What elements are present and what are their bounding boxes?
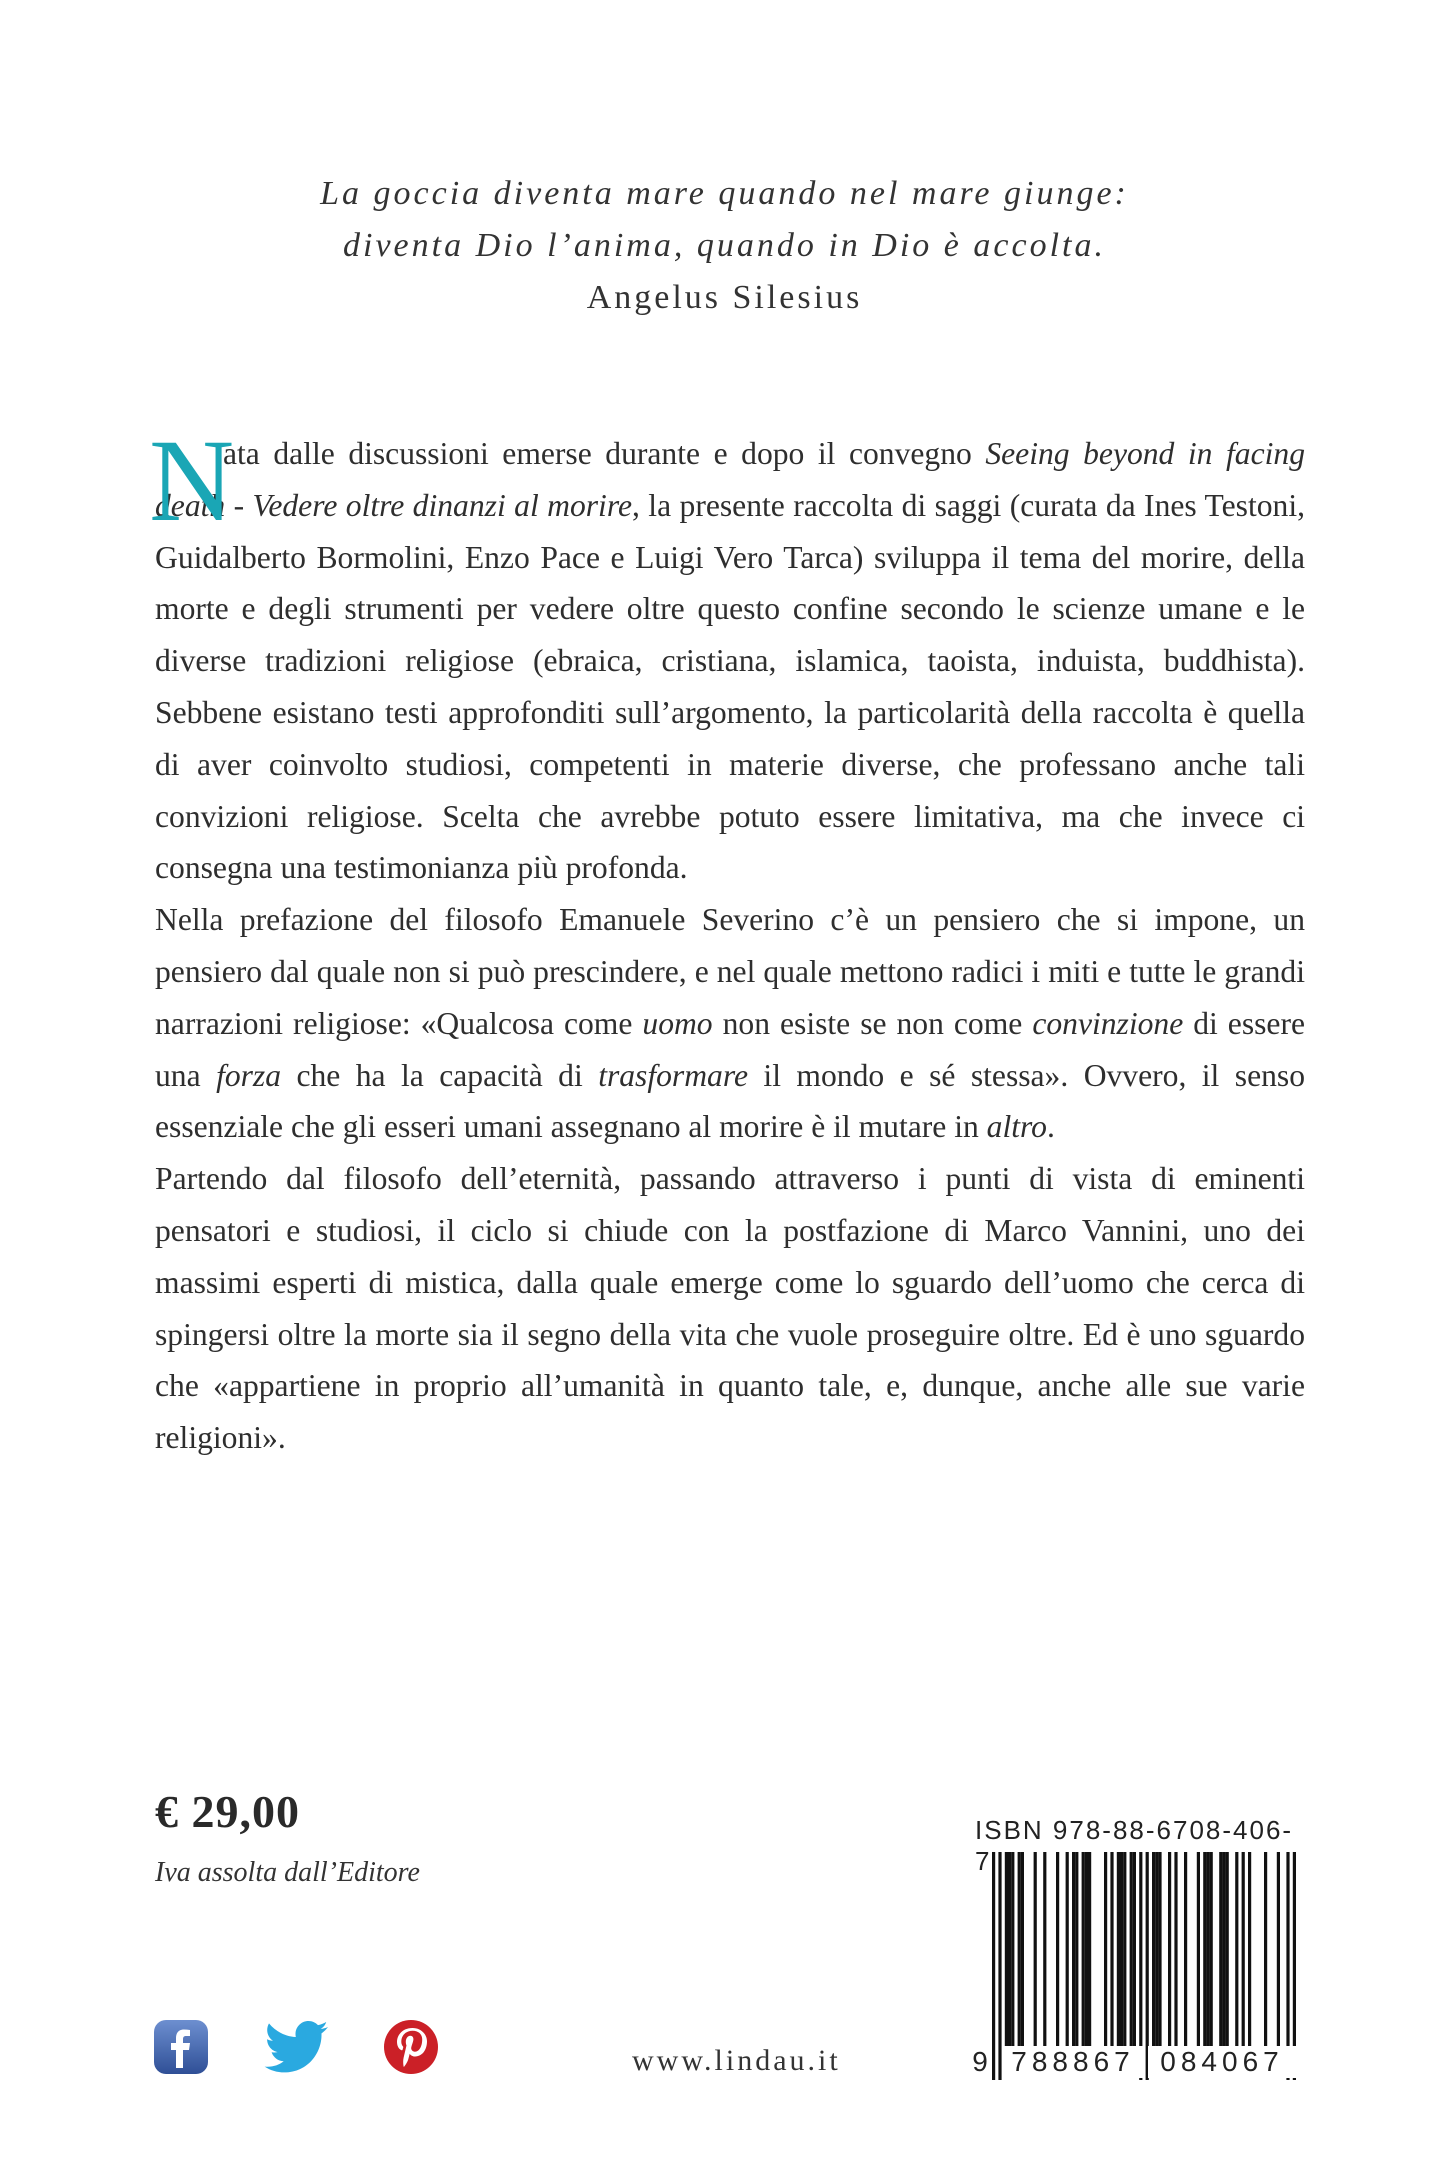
text-run: .: [1046, 1109, 1055, 1145]
barcode-bar: [1226, 1852, 1229, 2048]
italic-title: Seeing beyond in facing death - Vedere oltre dinanzi al morire: [155, 436, 1305, 523]
barcode-bar: [1219, 1852, 1222, 2048]
text-run: Nella prefazione del filosofo Emanuele Severino c’è un pensiero che si impone, un pensiero dal quale non si può prescindere, e nel quale mettono radici i miti e tutte le grandi narrazioni religiose: «Qualcosa come: [155, 902, 1305, 1041]
website-url[interactable]: www.lindau.it: [632, 2044, 841, 2077]
barcode-bar: [1117, 1852, 1120, 2048]
barcode-bar: [1072, 1852, 1075, 2048]
text-run: di essere una: [155, 1005, 1305, 1093]
epigraph: [0, 168, 1449, 324]
barcode-bar: [1222, 1852, 1225, 2048]
barcode-bar: [1277, 1852, 1280, 2048]
barcode-bar: [1066, 1852, 1069, 2048]
italic-word: convinzione: [1032, 1005, 1184, 1041]
barcode-bar: [1110, 1852, 1113, 2048]
barcode-bar: [1123, 1852, 1126, 2048]
blurb-text: [149, 415, 1306, 1464]
barcode-bar: [1184, 1852, 1187, 2048]
italic-word: uomo: [642, 1005, 713, 1041]
barcode-bar: [1005, 1852, 1008, 2048]
epigraph-line: diventa Dio l’anima, quando in Dio è accolta.: [343, 227, 1106, 264]
text-run: che ha la capacità di: [281, 1057, 599, 1093]
pinterest-icon[interactable]: [382, 2018, 440, 2076]
barcode-bar: [1206, 1852, 1209, 2048]
barcode-bar: [1130, 1852, 1133, 2048]
barcode-bar: [1056, 1852, 1059, 2048]
barcode-bar: [1085, 1852, 1088, 2048]
barcode-bar: [1018, 1852, 1021, 2048]
barcode-bar: [1075, 1852, 1078, 2048]
barcode-lead-digit: 9: [972, 2046, 988, 2077]
barcode-bar: [1158, 1852, 1161, 2048]
barcode-bar: [1152, 1852, 1155, 2048]
barcode-bar: [1155, 1852, 1158, 2048]
epigraph-author: Angelus Silesius: [586, 279, 863, 316]
price: € 29,00: [155, 1786, 300, 1837]
barcode-right-digits: 084067: [1148, 2046, 1296, 2078]
barcode-bar: [1011, 1852, 1014, 2048]
barcode-bar: [1197, 1852, 1200, 2048]
barcode-bar: [1248, 1852, 1251, 2048]
barcode-bar: [1034, 1852, 1037, 2048]
barcode-bar: [1133, 1852, 1136, 2048]
barcode-bar: [1104, 1852, 1107, 2048]
barcode-bar: [1210, 1852, 1213, 2048]
barcode-bar: [1174, 1852, 1177, 2048]
facebook-icon[interactable]: [152, 2018, 210, 2076]
italic-word: forza: [216, 1057, 282, 1093]
blurb-paragraph: [155, 894, 1305, 1153]
isbn-label: ISBN 978-88-6708-406-7: [975, 1815, 1294, 1876]
vat-note: Iva assolta dall’Editore: [155, 1857, 420, 1888]
text-run: ata dalle discussioni emerse durante e dopo il convegno: [223, 436, 986, 471]
barcode-bar: [1088, 1852, 1091, 2048]
barcode-bar: [1008, 1852, 1011, 2048]
barcode-bar: [1120, 1852, 1123, 2048]
barcode-bar: [1242, 1852, 1245, 2048]
barcode-bar: [1203, 1852, 1206, 2048]
epigraph-line: La goccia diventa mare quando nel mare giunge:: [320, 175, 1129, 212]
italic-word: trasformare: [598, 1057, 748, 1093]
barcode-bar: [1168, 1852, 1171, 2048]
twitter-icon[interactable]: [262, 2018, 332, 2076]
drop-cap: N: [149, 415, 235, 546]
barcode-bar: [1021, 1852, 1024, 2048]
barcode-digits: [968, 2046, 1308, 2076]
barcode-left-digits: 788867: [1002, 2046, 1144, 2078]
text-run: non esiste se non come: [712, 1005, 1033, 1041]
barcode-bar: [1264, 1852, 1267, 2048]
barcode-bar: [1043, 1852, 1046, 2048]
text-run: , la presente raccolta di saggi (curata da Ines Testoni, Guidalberto Bormolini, Enzo Pace e Luigi Vero Tarca) sviluppa il tema del morire, della morte e degli strumenti per vedere oltre questo confine secondo le scienze umane e le diverse tradizioni religiose (ebraica, cristiana, islamica, taoista, induista, buddhista). Sebbene esistano testi approfonditi sull’argomento, la particolarità della raccolta è quella di aver coinvolto studiosi, competenti in materie diverse, che professano anche tali convizioni religiose. Scelta che avrebbe potuto essere limitativa, ma che invece ci consegna una testimonianza più profonda.: [155, 487, 1306, 886]
blurb-paragraph: Partendo dal filosofo dell’eternità, passando attraverso i punti di vista di eminenti pensatori e studiosi, il ciclo si chiude con la postfazione di Marco Vannini, uno dei massimi esperti di mistica, dalla quale emerge come lo sguardo dell’uomo che cerca di spingersi oltre la morte sia il segno della vita che vuole proseguire oltre. Ed è uno sguardo che «appartiene in proprio all’umanità in quanto tale, e, dunque, anche alle sue varie religioni».: [155, 1161, 1305, 1456]
italic-word: altro: [986, 1109, 1047, 1145]
text-run: il mondo e sé stessa». Ovvero, il senso essenziale che gli esseri umani assegnano al morire è il mutare in: [155, 1057, 1305, 1145]
barcode-bar: [1235, 1852, 1238, 2048]
barcode-bar: [1082, 1852, 1085, 2048]
blurb-paragraph: [149, 415, 1306, 894]
